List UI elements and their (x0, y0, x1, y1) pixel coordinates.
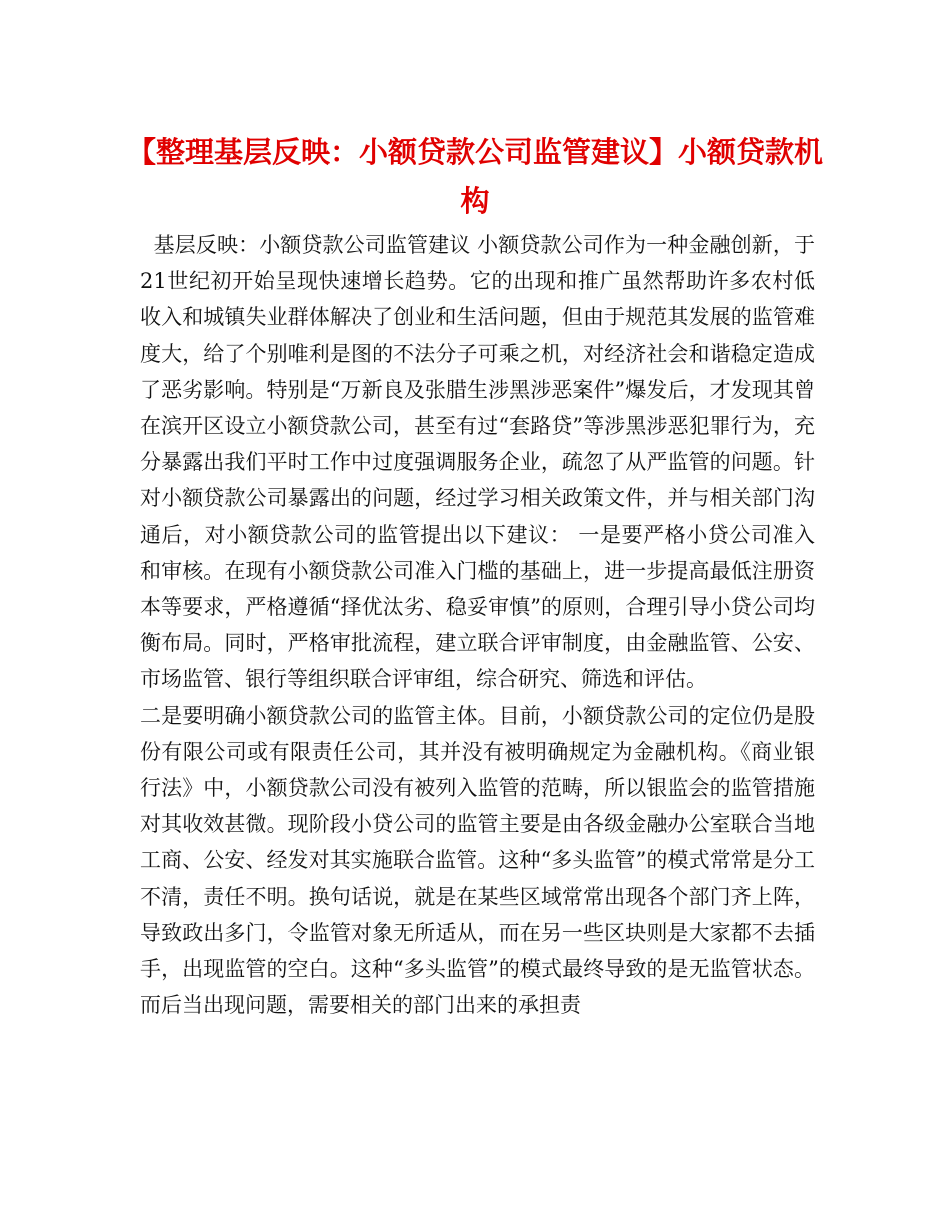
document-title: 【整理基层反映：小额贷款公司监管建议】小额贷款机构 (126, 135, 823, 218)
paragraph-2: 二是要明确小额贷款公司的监管主体。目前，小额贷款公司的定位仍是股份有限公司或有限责任公司，其并没有被明确规定为金融机构。《商业银行法》中，小额贷款公司没有被列入监管的范畴，所以银监会的监管措施对其收效甚微。现阶段小贷公司的监管主要是由各级金融办公室联合当地工商、公安、经发对其实施联合监管。这种“多头监管”的模式常常是分工不清，责任不明。换句话说，就是在某些区域常常出现各个部门齐上阵，导致政出多门，令监管对象无所适从，而在另一些区块则是大家都不去插手，出现监管的空白。这种“多头监管”的模式最终导致的是无监管状态。而后当出现问题，需要相关的部门出来的承担责 (140, 703, 815, 1018)
document-body (140, 227, 815, 1023)
paragraph-1: 基层反映：小额贷款公司监管建议 小额贷款公司作为一种金融创新，于21世纪初开始呈现快速增长趋势。它的出现和推广虽然帮助许多农村低收入和城镇失业群体解决了创业和生活问题，但由于规范其发展的监管难度大，给了个别唯利是图的不法分子可乘之机，对经济社会和谐稳定造成了恶劣影响。特别是“万新良及张腊生涉黑涉恶案件”爆发后，才发现其曾在滨开区设立小额贷款公司，甚至有过“套路贷”等涉黑涉恶犯罪行为，充分暴露出我们平时工作中过度强调服务企业，疏忽了从严监管的问题。针对小额贷款公司暴露出的问题，经过学习相关政策文件，并与相关部门沟通后，对小额贷款公司的监管提出以下建议： 一是要严格小贷公司准入和审核。在现有小额贷款公司准入门槛的基础上，进一步提高最低注册资本等要求，严格遵循“择优汰劣、稳妥审慎”的原则，合理引导小贷公司均衡布局。同时，严格审批流程，建立联合评审制度，由金融监管、公安、市场监管、银行等组织联合评审组，综合研究、筛选和评估。 (140, 233, 815, 692)
